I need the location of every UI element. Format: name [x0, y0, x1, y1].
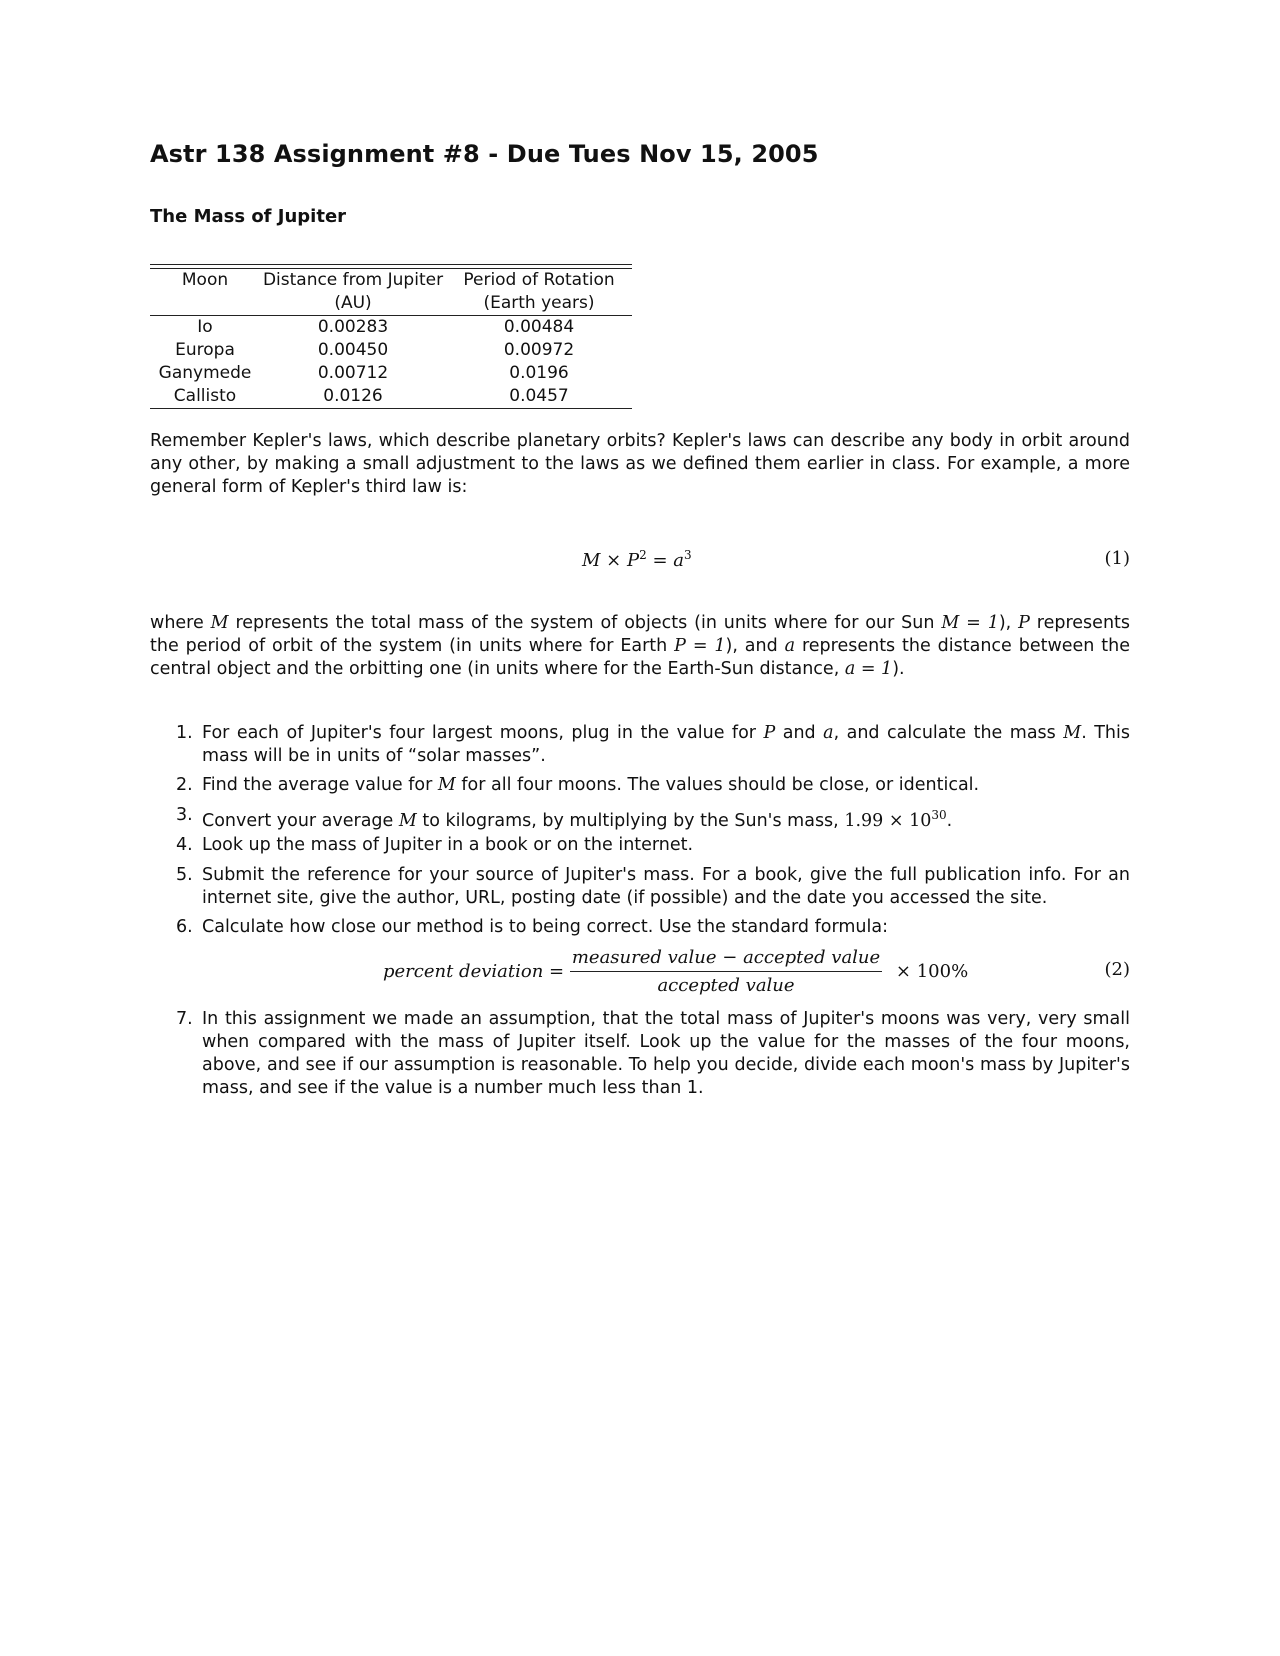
item-number: 7. [176, 1009, 193, 1029]
column-header-moon: Moon [181, 270, 229, 290]
moon-name: Ganymede [158, 363, 252, 383]
eq2-lhs: percent deviation = [383, 961, 565, 982]
moon-name: Io [197, 317, 213, 337]
moon-data-table [150, 269, 632, 409]
equation-2-body [383, 946, 968, 997]
item-number: 4. [176, 835, 193, 855]
where-text: represents the total mass of the system of objects (in units where for our Sun [228, 613, 942, 633]
where-paragraph [150, 612, 1130, 681]
item-text: Submit the reference for your source of Jupiter's mass. For a book, give the full publication info. For an internet site, give the author, URL, posting date (if possible) and the date you accessed the site. [202, 865, 1130, 908]
moon-period: 0.00972 [503, 340, 575, 360]
eq1-lhs: M × P [582, 550, 640, 571]
item-text: Look up the mass of Jupiter in a book or on the internet. [202, 835, 694, 855]
item-number: 3. [176, 805, 193, 825]
where-text: where [150, 613, 211, 633]
column-header-distance: Distance from Jupiter [262, 270, 444, 290]
table-row [150, 339, 632, 362]
item-number: 1. [176, 723, 193, 743]
item-text: Calculate how close our method is to being correct. Use the standard formula: [202, 917, 888, 937]
table-header-units-row [150, 292, 632, 316]
section-heading: The Mass of Jupiter [150, 206, 347, 227]
column-header-period: Period of Rotation [463, 270, 615, 290]
column-unit-moon [150, 292, 260, 316]
eq1-sup2: 3 [683, 548, 692, 562]
moon-distance: 0.00450 [317, 340, 389, 360]
item-text: Convert your average M to kilograms, by multiplying by the Sun's mass, $1.99 \times 10^{30}$. [202, 808, 953, 831]
where-text: ), and [725, 636, 785, 656]
equation-2-number: (2) [1104, 959, 1130, 980]
item-number: 2. [176, 775, 193, 795]
where-text: represents the distance between the central object and the orbitting one (in units where for the Earth-Sun distance, [150, 636, 1130, 679]
math-a-eq: a = 1 [844, 659, 893, 679]
eq2-times: × 100% [895, 961, 969, 982]
moon-distance: 0.0126 [323, 386, 383, 406]
item-number: 6. [176, 917, 193, 937]
math-p-eq: P = 1 [674, 636, 726, 656]
moon-period: 0.00484 [503, 317, 575, 337]
moon-table [150, 264, 632, 409]
eq2-numerator: measured value − accepted value [570, 946, 882, 972]
equation-1-body [582, 548, 692, 571]
table-row [150, 385, 632, 409]
math-a: a [784, 636, 796, 656]
equation-1-number: (1) [1104, 548, 1130, 569]
math-m-eq: M = 1 [941, 613, 999, 633]
where-text: ), [998, 613, 1019, 633]
where-text: ). [892, 659, 905, 679]
eq2-fraction [570, 946, 882, 997]
item-number: 5. [176, 865, 193, 885]
table-header-row [150, 269, 632, 292]
moon-period: 0.0196 [509, 363, 569, 383]
table-row [150, 362, 632, 385]
eq1-sup1: 2 [639, 548, 647, 562]
moon-distance: 0.00712 [317, 363, 389, 383]
moon-name: Callisto [173, 386, 237, 406]
where-text: represents the period of orbit of the system (in units where for Earth [150, 613, 1131, 656]
moon-distance: 0.00283 [317, 317, 389, 337]
equation-2 [150, 946, 1130, 996]
column-unit-distance: (AU) [334, 293, 372, 313]
item-text: For each of Jupiter's four largest moons, plug in the value for P and a, and calculate the mass M. This mass will be in units of “solar masses”. [202, 723, 1130, 766]
table-row [150, 316, 632, 340]
table-top-rule [150, 264, 632, 265]
moon-period: 0.0457 [509, 386, 569, 406]
item-text: In this assignment we made an assumption, that the total mass of Jupiter's moons was very, very small when compared with the mass of Jupiter itself. Look up the value for the masses of the four moons, above, and see if our assumption is reasonable. To help you decide, divide each moon's mass by Jupiter's mass, and see if the value is a number much less than 1. [202, 1009, 1130, 1098]
math-p: P [1018, 613, 1030, 633]
math-m: M [210, 613, 229, 633]
page-title: Astr 138 Assignment #8 - Due Tues Nov 15, 2005 [150, 140, 819, 168]
column-unit-period: (Earth years) [483, 293, 595, 313]
eq2-denominator: accepted value [657, 975, 795, 996]
moon-name: Europa [175, 340, 235, 360]
item-text: Find the average value for M for all four moons. The values should be close, or identical. [202, 775, 980, 795]
eq1-mid: = a [646, 550, 684, 571]
intro-paragraph: Remember Kepler's laws, which describe planetary orbits? Kepler's laws can describe any body in orbit around any other, by making a small adjustment to the laws as we defined them earlier in class. For example, a more general form of Kepler's third law is: [150, 431, 1130, 497]
